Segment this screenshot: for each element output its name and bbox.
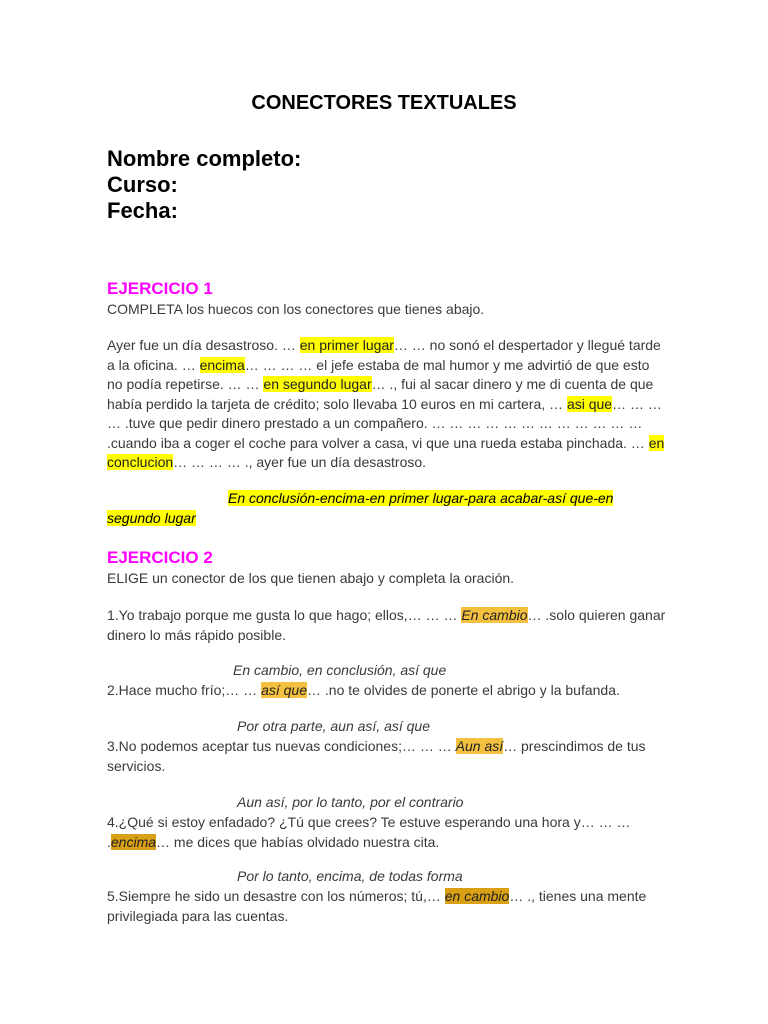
page-title: CONECTORES TEXTUALES [251,92,517,114]
options-4: Por lo tanto, encima, de todas forma [237,868,463,884]
ex1-answer-2: encima [199,356,245,373]
exercise1-paragraph [107,336,667,473]
q5-text-end: … ., tienes una mente privilegiada para las cuentas. [107,888,647,924]
q2-text-end: … .no te olvides de ponerte el abrigo y la bufanda. [307,682,620,698]
ex1-text-4: … ., fui al sacar dinero y me di cuenta de que había perdido la tarjeta de crédito; solo llevaba 10 euros en mi cartera, … [107,376,654,412]
options-2: Por otra parte, aun así, así que [237,718,431,734]
question-1 [107,606,667,645]
ex1-answer-3: en segundo lugar [263,376,372,392]
q3-answer: Aun así [455,738,504,754]
q3-text: 3.No podemos aceptar tus nuevas condiciones;… … … [107,738,456,754]
question-5 [107,887,667,926]
ex1-answer-1: en primer lugar [299,337,394,353]
q1-text-end: … .solo quieren ganar dinero lo más rápido posible. [107,607,666,643]
q1-answer: En cambio [461,607,528,623]
q4-text-end: … me dices que habías olvidado nuestra cita. [156,833,440,850]
exercise1-word-bank [107,489,667,528]
exercise1-title: EJERCICIO 1 [107,279,213,298]
course-label: Curso: [107,172,178,197]
exercise1-instruction: COMPLETA los huecos con los conectores que tienes abajo. [107,301,485,317]
exercise2-instruction: ELIGE un conector de los que tienen abajo y completa la oración. [107,570,515,586]
ex1-answer-4: asi que [566,395,613,412]
q4-answer: encima [110,833,157,850]
q2-answer: así que [261,682,307,698]
ex1-text-6: … … … … ., ayer fue un día desastroso. [173,454,427,470]
q4-text: 4.¿Qué si estoy enfadado? ¿Tú que crees? Te estuve esperando una hora y… … … . [107,814,631,850]
question-2 [107,681,667,701]
ex1-text-2: … … no sonó el despertador y llegué tarde a la oficina. … [107,337,661,373]
ex1-text-1: Ayer fue un día desastroso. … [107,337,300,353]
word-bank-line-1: En conclusión-encima-en primer lugar-para acabar-así que-en [228,490,614,506]
q5-answer: en cambio [444,888,510,904]
q3-text-end: … prescindimos de tus servicios. [107,738,646,774]
question-4 [107,813,667,852]
ex1-answer-5: en conclucion [107,434,665,470]
q5-text: 5.Siempre he sido un desastre con los números; tú,… [107,888,445,904]
ex1-text-3: … … … … el jefe estaba de mal humor y me advirtió de que esto no podía repetirse. … … [107,356,650,392]
ex1-text-5: … … … … .tuve que pedir dinero prestado a un compañero. … … … … … … … … … … … … .cuando iba a coger el coche para volver a casa, vi que una rueda estaba pinchada. … [107,395,662,451]
options-3: Aun así, por lo tanto, por el contrario [237,794,464,810]
question-3 [107,737,667,776]
date-label: Fecha: [107,198,178,223]
q2-text: 2.Hace mucho frío;… … [107,682,262,698]
word-bank-line-2: segundo lugar [107,509,196,526]
name-label: Nombre completo: [107,146,302,171]
exercise2-title: EJERCICIO 2 [107,548,213,567]
q1-text: 1.Yo trabajo porque me gusta lo que hago; ellos,… … … [107,607,462,623]
options-1: En cambio, en conclusión, así que [233,662,447,678]
